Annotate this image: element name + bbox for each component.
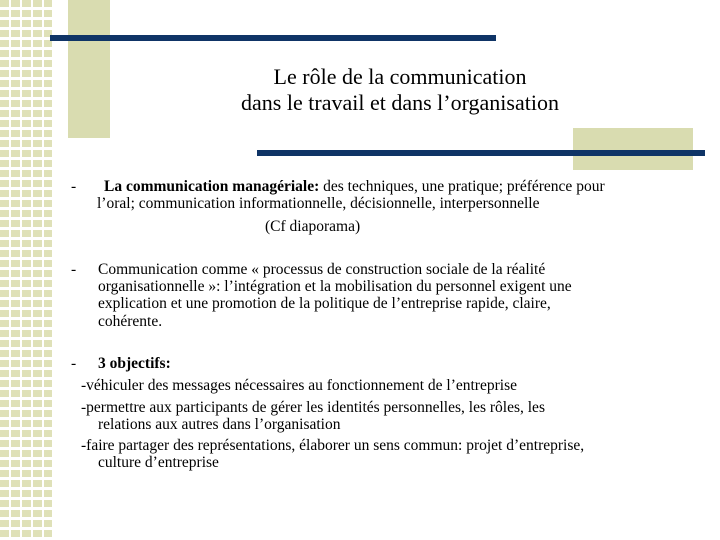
bullet-1-line-2: l’oral; communication informationnelle, décisionnelle, interpersonnelle	[97, 195, 540, 212]
bullet-1-bold: La communication managériale:	[104, 178, 320, 195]
objective-3-line-1: -faire partager des représentations, élaborer un sens commun: projet d’entreprise,	[81, 437, 585, 454]
bullet-marker-1: -	[71, 178, 77, 195]
bullet-marker-3: -	[71, 355, 77, 372]
objective-2-line-2: relations aux autres dans l’organisation	[98, 416, 341, 433]
objective-3-line-2: culture d’entreprise	[98, 454, 219, 471]
bullet-1-line-1	[104, 178, 605, 196]
bullet-1-line-3: (Cf diaporama)	[265, 218, 361, 235]
bullet-2-line-1: Communication comme « processus de construction sociale de la réalité	[98, 261, 546, 278]
bullet-3-heading	[98, 355, 171, 373]
bullet-2-line-4: cohérente.	[98, 313, 163, 330]
bullet-1-line-1-rest: des techniques, une pratique; préférence pour	[319, 178, 605, 195]
bullet-marker-2: -	[71, 261, 77, 278]
title-line-1: Le rôle de la communication	[273, 64, 527, 89]
objective-1: -véhiculer des messages nécessaires au fonctionnement de l’entreprise	[81, 377, 517, 394]
objective-2-line-1: -permettre aux participants de gérer les identités personnelles, les rôles, les	[81, 399, 545, 416]
title-line-2: dans le travail et dans l’organisation	[241, 90, 559, 115]
bullet-2-line-3: explication et une promotion de la politique de l’entreprise rapide, claire,	[98, 295, 551, 312]
bullet-3-heading-text: 3 objectifs:	[98, 355, 171, 372]
bullet-2-line-2: organisationnelle »: l’intégration et la mobilisation du personnel exigent une	[98, 278, 572, 295]
